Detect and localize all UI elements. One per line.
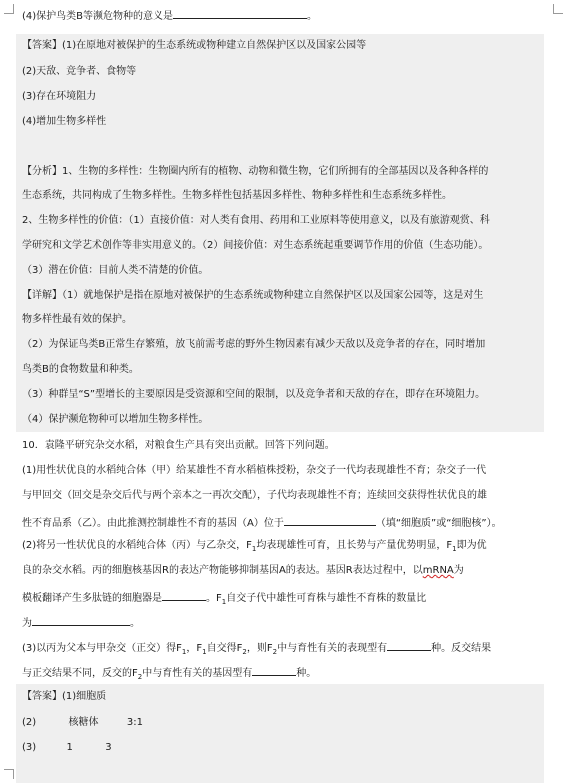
answer-blank[interactable]	[32, 614, 130, 626]
question-text-line: 模板翻译产生多肽链的细胞器是 。$F_1$自交子代中雄性可育株与雄性不育株的数量比	[22, 589, 426, 609]
analysis-line: 学研究和文学艺术创作等非实用意义的。（2）间接价值：对生态系统起重要调节作用的价值（生态功能）。	[22, 240, 489, 251]
answer-line: (3) 1 3	[22, 742, 112, 753]
question-text-line: 为 。	[22, 614, 140, 631]
explanation-line: 物多样性最有效的保护。	[22, 314, 132, 325]
explanation-line: （2）为保证鸟类B正常生存繁殖，放飞前需考虑的野外生物因素有减少天敌以及竞争者的存在，同时增加	[22, 339, 486, 350]
corner-mark-top-left	[4, 4, 14, 14]
question-text-line: (2)将另一性状优良的水稻纯合体（丙）与乙杂交，$F_1$均表现雄性可育，且长势与产量优势明显，$F_1$即为优	[22, 540, 487, 553]
question-4-prompt: (4)保护鸟类B等濒危物种的意义是 。	[22, 7, 317, 24]
question-text-line: (1)用性状优良的水稻纯合体（甲）给某雄性不育水稻植株授粉，杂交子一代均表现雄性不育；杂交子一代	[22, 465, 487, 476]
explanation-line: （4）保护濒危物种可以增加生物多样性。	[22, 414, 209, 425]
answer-line: (2)天敌、竞争者、食物等	[22, 66, 137, 77]
answer-blank[interactable]	[387, 639, 431, 651]
answer-line: 【答案】(1)在原地对被保护的生态系统或物种建立自然保护区以及国家公园等	[22, 40, 367, 51]
question-text-line: (3)以丙为父本与甲杂交（正交）得$F_1$，$F_1$自交得$F_2$，则$F_2$中与育性有关的表现型有 种。反交结果	[22, 639, 491, 659]
question-10-title: 10．袁隆平研究杂交水稻，对粮食生产具有突出贡献。回答下列问题。	[22, 440, 335, 451]
answer-blank[interactable]	[284, 514, 376, 526]
analysis-line: 【分析】1、生物的多样性：生物圈内所有的植物、动物和微生物，它们所拥有的全部基因以及各种各样的	[22, 166, 489, 177]
analysis-line: 生态系统，共同构成了生物多样性。生物多样性包括基因多样性、物种多样性和生态系统多样性。	[22, 190, 452, 201]
explanation-line: 鸟类B的食物数量和种类。	[22, 364, 139, 375]
question-text-line: 良的杂交水稻。丙的细胞核基因R的表达产物能够抑制基因A的表达。基因R表达过程中，以mRNA为	[22, 565, 464, 576]
corner-mark-top-right	[553, 4, 563, 14]
answer-line: (4)增加生物多样性	[22, 116, 107, 127]
question-text-line: 与甲回交（回交是杂交后代与两个亲本之一再次交配），子代均表现雄性不育；连续回交获得性状优良的雄	[22, 490, 487, 501]
answer-blank[interactable]	[252, 664, 296, 676]
explanation-line: （3）种群呈“S”型增长的主要原因是受资源和空间的限制，以及竞争者和天敌的存在，即存在环境阻力。	[22, 389, 486, 400]
question-text-line: 与正交结果不同，反交的$F_2$中与育性有关的基因型有 种。	[22, 664, 316, 684]
answer-line: (3)存在环境阻力	[22, 91, 97, 102]
answer-blank[interactable]	[173, 7, 307, 19]
analysis-line: 2、生物多样性的价值：（1）直接价值：对人类有食用、药用和工业原料等使用意义，以及有旅游观赏、科	[22, 215, 490, 226]
answer-line: (2) 核糖体 3:1	[22, 717, 144, 728]
answer-line: 【答案】(1)细胞质	[22, 691, 107, 702]
corner-mark-bottom-left	[4, 769, 14, 779]
answer-blank[interactable]	[162, 589, 206, 601]
analysis-line: （3）潜在价值：目前人类不清楚的价值。	[22, 265, 209, 276]
question-text-line: 性不育品系（乙）。由此推测控制雄性不育的基因（A）位于 （填“细胞质”或“细胞核”）。	[22, 514, 502, 531]
explanation-line: 【详解】（1）就地保护是指在原地对被保护的生态系统或物种建立自然保护区以及国家公园等，这是对生	[22, 290, 484, 301]
